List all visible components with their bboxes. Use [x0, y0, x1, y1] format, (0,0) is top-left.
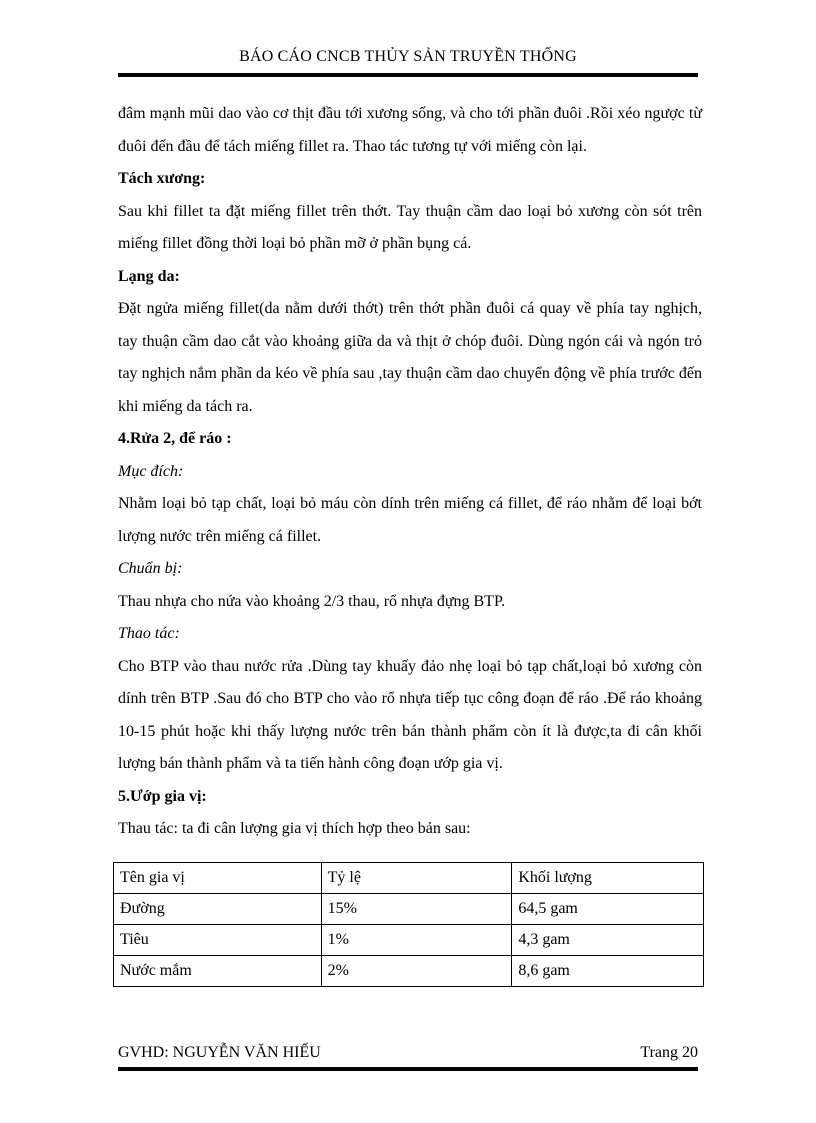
footer-advisor: GVHD: NGUYỄN VĂN HIẾU: [118, 1044, 321, 1061]
page-header-title: BÁO CÁO CNCB THỦY SẢN TRUYỀN THỐNG: [239, 48, 577, 65]
table-cell: Nước mắm: [114, 956, 322, 987]
table-cell: 4,3 gam: [512, 925, 704, 956]
header-rule: [118, 73, 698, 77]
table-header-row: [114, 863, 704, 894]
subheading-chuan-bi: Chuẩn bị:: [118, 560, 183, 577]
footer-page-number: Trang 20: [640, 1044, 698, 1061]
heading-lang-da: Lạng da:: [118, 267, 180, 285]
subheading-thao-tac: Thao tác:: [118, 625, 180, 642]
heading-tach-xuong: Tách xương:: [118, 170, 206, 187]
paragraph-uop-gia-vi: Thau tác: ta đi cân lượng gia vị thích hợp theo bản sau:: [118, 820, 471, 837]
table-cell: 2%: [321, 956, 512, 987]
spice-table: [113, 862, 704, 987]
table-row: [114, 925, 704, 956]
table-cell: Đường: [114, 894, 322, 925]
table-cell: Tiêu: [114, 925, 322, 956]
subheading-muc-dich: Mục đích:: [118, 462, 184, 480]
paragraph-muc-dich: Nhằm loại bỏ tạp chất, loại bỏ máu còn dính trên miếng cá fillet, để ráo nhằm để loại bớt lượng nước trên miếng cá fillet.: [118, 495, 702, 545]
paragraph-chuan-bi: Thau nhựa cho nứa vào khoảng 2/3 thau, rổ nhựa đựng BTP.: [118, 592, 506, 610]
paragraph-lang-da: Đặt ngửa miếng fillet(da nằm dưới thớt) trên thớt phần đuôi cá quay về phía tay nghịch, tay thuận cầm dao cắt vào khoảng giữa da và thịt ở chóp đuôi. Dùng ngón cái và ngón trỏ tay nghịch nắm phần da kéo về phía sau ,tay thuận cầm dao chuyển động về phía trước đến khi miếng da tách ra.: [118, 300, 702, 415]
table-cell: 1%: [321, 925, 512, 956]
document-body: [118, 98, 702, 846]
paragraph-thao-tac: Cho BTP vào thau nước rửa .Dùng tay khuấy đảo nhẹ loại bỏ tạp chất,loại bỏ xương còn dính trên BTP .Sau đó cho BTP cho vào rổ nhựa tiếp tục công đoạn để ráo .Để ráo khoảng 10-15 phút hoặc khi thấy lượng nước trên bán thành phẩm còn ít là được,ta đi cân khối lượng bán thành phẩm và ta tiến hành công đoạn ướp gia vị.: [118, 657, 702, 772]
table-header-cell: Tên gia vị: [114, 863, 322, 894]
heading-uop-gia-vi: 5.Ướp gia vị:: [118, 787, 207, 805]
paragraph-fillet: đâm mạnh mũi dao vào cơ thịt đầu tới xương sống, và cho tới phần đuôi .Rồi xéo ngược từ đuôi đến đầu để tách miếng fillet ra. Thao tác tương tự với miếng còn lại.: [118, 105, 702, 155]
table-cell: 64,5 gam: [512, 894, 704, 925]
footer-rule: [118, 1067, 698, 1071]
table-cell: 15%: [321, 894, 512, 925]
table-header-cell: Tỷ lệ: [321, 863, 512, 894]
page-footer: [118, 1044, 698, 1062]
table-row: [114, 894, 704, 925]
table-cell: 8,6 gam: [512, 956, 704, 987]
table-row: [114, 956, 704, 987]
table-header-cell: Khối lượng: [512, 863, 704, 894]
heading-rua-2: 4.Rửa 2, để ráo :: [118, 430, 232, 447]
paragraph-tach-xuong: Sau khi fillet ta đặt miếng fillet trên thớt. Tay thuận cầm dao loại bỏ xương còn sót trên miếng fillet đồng thời loại bỏ phần mỡ ở phần bụng cá.: [118, 202, 702, 252]
